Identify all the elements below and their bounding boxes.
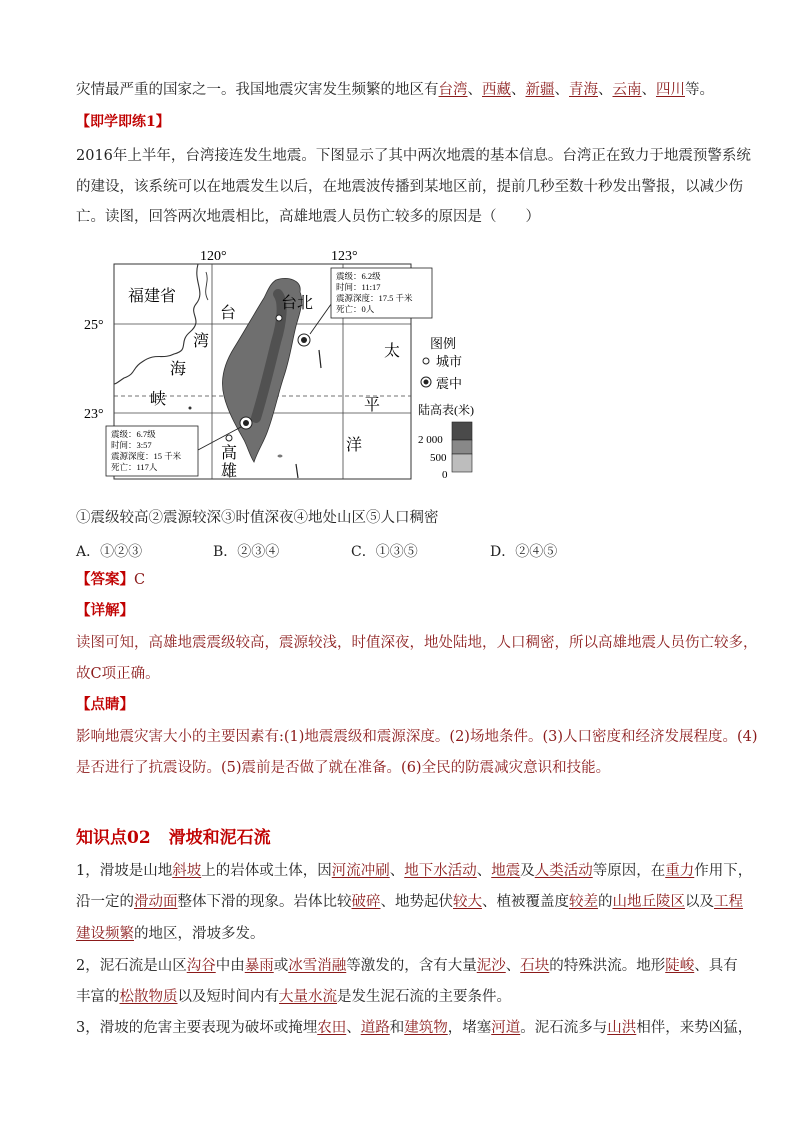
conditions-list: ①震级较高②震源较深③时值深夜④地处山区⑤人口稠密 bbox=[76, 510, 439, 526]
section-number: 知识点02 bbox=[76, 828, 151, 848]
keyword-term: 暴雨 bbox=[244, 958, 274, 974]
keyword-term: 农田 bbox=[317, 1020, 347, 1036]
lon-label-123: 123° bbox=[331, 249, 358, 264]
text-segment: 、 bbox=[476, 863, 492, 879]
keyword-term: 工程 bbox=[714, 894, 743, 910]
text-segment: 及 bbox=[520, 863, 535, 879]
keyword-term: 人类活动 bbox=[534, 863, 593, 879]
keyword-term: 冰雪消融 bbox=[288, 958, 347, 974]
text-segment: 、 bbox=[389, 863, 405, 879]
quake-south-magnitude: 震级：6.7级 bbox=[111, 429, 156, 439]
tip-line-1: 影响地震灾害大小的主要因素有:(1)地震震级和震源深度。(2)场地条件。(3)人口密度和经济发展程度。(4) bbox=[76, 729, 758, 745]
text-segment: ，堵塞 bbox=[447, 1020, 492, 1036]
question-line-1: 2016年上半年，台湾接连发生地震。下图显示了其中两次地震的基本信息。台湾正在致力于地震预警系统 bbox=[76, 148, 751, 164]
elev-value-500: 500 bbox=[430, 452, 447, 464]
quake-south-time: 时间：3:57 bbox=[111, 440, 152, 450]
tip-line-2: 是否进行了抗震设防。(5)震前是否做了就在准备。(6)全民的防震减灾意识和技能。 bbox=[76, 760, 611, 776]
quake-north-time: 时间：11:17 bbox=[336, 282, 381, 292]
elev-value-0: 0 bbox=[442, 469, 448, 481]
label-fujian: 福建省 bbox=[128, 288, 177, 305]
region-sichuan: 四川 bbox=[656, 82, 685, 98]
question-line-2: 的建设，该系统可以在地震发生以后，在地震波传播到某地区前，提前几秒至数十秒发出警报，以减少伤 bbox=[76, 179, 743, 195]
text-segment: 上的岩体或土体，因 bbox=[201, 863, 332, 879]
intro-line: 灾情最严重的国家之一。我国地震灾害发生频繁的地区有台湾、西藏、新疆、青海、云南、四川等。 bbox=[76, 82, 714, 98]
text-segment: 沿一定的 bbox=[76, 894, 134, 910]
keyword-term: 地下水活动 bbox=[404, 863, 477, 879]
text-segment: 作用下， bbox=[694, 863, 753, 879]
text-segment: 、植被覆盖度 bbox=[482, 894, 569, 910]
keyword-term: 斜坡 bbox=[172, 863, 202, 879]
region-yunnan: 云南 bbox=[612, 82, 642, 98]
keyword-term: 大量水流 bbox=[279, 989, 337, 1005]
section-heading bbox=[76, 823, 289, 848]
quake-south-depth: 震源深度：15 千米 bbox=[111, 451, 182, 461]
section-title: 滑坡和泥石流 bbox=[168, 828, 271, 848]
keyword-term: 重力 bbox=[665, 863, 695, 879]
lon-label-120: 120° bbox=[200, 249, 227, 264]
quake-south-deaths: 死亡：117人 bbox=[111, 462, 158, 472]
label-kaohsiung-2: 雄 bbox=[221, 463, 238, 480]
text-segment: 等激发的，含有大量 bbox=[346, 958, 477, 974]
keyword-term: 松散物质 bbox=[119, 989, 178, 1005]
legend-city: 城市 bbox=[436, 354, 463, 369]
keyword-term: 建筑物 bbox=[404, 1020, 448, 1036]
answer-value: C bbox=[134, 572, 146, 588]
detail-label: 【详解】 bbox=[76, 602, 134, 619]
option-d[interactable]: D．②④⑤ bbox=[490, 544, 558, 560]
keyword-term: 滑动面 bbox=[134, 894, 178, 910]
keyword-term: 山洪 bbox=[607, 1020, 637, 1036]
text-segment: 和 bbox=[389, 1020, 405, 1036]
text-segment: 是发生泥石流的主要条件。 bbox=[337, 989, 511, 1005]
text-segment: 中由 bbox=[215, 958, 245, 974]
text-segment: 、具有 bbox=[694, 958, 738, 974]
text-segment: 的地区，滑坡多发。 bbox=[134, 926, 265, 942]
legend-epicenter: 震中 bbox=[436, 376, 463, 391]
keyword-term: 破碎 bbox=[351, 894, 381, 910]
label-strait-4: 峡 bbox=[150, 391, 167, 408]
city-kaohsiung-marker bbox=[226, 435, 232, 441]
para-3-line-1 bbox=[76, 1017, 752, 1039]
label-ocean-2: 平 bbox=[364, 397, 381, 414]
elev-swatch-high bbox=[452, 422, 472, 440]
intro-text: 灾情最严重的国家之一。我国地震灾害发生频繁的地区有 bbox=[76, 82, 439, 98]
text-segment: 、 bbox=[505, 958, 521, 974]
label-ocean-3: 洋 bbox=[346, 437, 363, 454]
text-segment: 或 bbox=[273, 958, 289, 974]
text-segment: 的 bbox=[598, 894, 613, 910]
epicenter-north bbox=[298, 334, 310, 346]
keyword-term: 泥沙 bbox=[476, 958, 506, 974]
detail-line-1: 读图可知，高雄地震震级较高，震源较浅，时值深夜，地处陆地，人口稠密，所以高雄地震人员伤亡较多， bbox=[76, 635, 758, 651]
quake-north-depth: 震源深度：17.5 千米 bbox=[336, 293, 413, 303]
label-kaohsiung-1: 高 bbox=[221, 445, 238, 462]
keyword-term: 沟谷 bbox=[186, 958, 216, 974]
text-segment: 、地势起伏 bbox=[380, 894, 453, 910]
text-segment: 。泥石流多与 bbox=[520, 1020, 608, 1036]
option-c[interactable]: C．①③⑤ bbox=[351, 544, 418, 560]
elev-swatch-low bbox=[452, 454, 472, 472]
text-segment: 整体下滑的现象。岩体比较 bbox=[177, 894, 352, 910]
keyword-term: 较大 bbox=[453, 894, 482, 910]
text-segment: 2，泥石流是山区 bbox=[76, 958, 187, 974]
elev-swatch-mid bbox=[452, 440, 472, 454]
quake-north-magnitude: 震级：6.2级 bbox=[336, 271, 381, 281]
practice-label: 【即学即练1】 bbox=[76, 114, 170, 130]
keyword-term: 地震 bbox=[491, 863, 521, 879]
region-taiwan: 台湾 bbox=[438, 82, 468, 98]
text-segment: 的特殊洪流。地形 bbox=[549, 958, 666, 974]
question-line-3: 亡。读图，回答两次地震相比，高雄地震人员伤亡较多的原因是（ ） bbox=[76, 209, 540, 225]
para-1-line-2 bbox=[76, 891, 743, 913]
legend-title: 图例 bbox=[430, 336, 457, 351]
para-1-line-1 bbox=[76, 860, 752, 882]
penghu-island bbox=[189, 407, 192, 410]
text-segment: 3，滑坡的危害主要表现为破坏或掩埋 bbox=[76, 1020, 318, 1036]
keyword-term: 河流冲刷 bbox=[331, 863, 390, 879]
para-1-line-3 bbox=[76, 923, 265, 945]
region-xinjiang: 新疆 bbox=[525, 82, 555, 98]
label-strait-2: 湾 bbox=[193, 333, 210, 350]
keyword-term: 河道 bbox=[491, 1020, 521, 1036]
keyword-term: 较差 bbox=[569, 894, 598, 910]
keyword-term: 建设频繁 bbox=[76, 926, 134, 942]
region-qinghai: 青海 bbox=[569, 82, 598, 98]
lat-label-23: 23° bbox=[84, 407, 104, 422]
detail-line-2: 故C项正确。 bbox=[76, 666, 160, 682]
keyword-term: 石块 bbox=[520, 958, 550, 974]
para-2-line-2 bbox=[76, 986, 511, 1008]
text-segment: 以及 bbox=[685, 894, 714, 910]
text-segment: 以及短时间内有 bbox=[177, 989, 279, 1005]
text-segment: 1，滑坡是山地 bbox=[76, 863, 173, 879]
epicenter-south bbox=[240, 417, 252, 429]
tip-label: 【点睛】 bbox=[76, 696, 134, 713]
text-segment: 等原因，在 bbox=[592, 863, 666, 879]
text-segment: 相伴，来势凶猛， bbox=[636, 1020, 753, 1036]
quake-north-deaths: 死亡：0人 bbox=[336, 304, 375, 314]
elev-value-2000: 2 000 bbox=[418, 434, 443, 446]
keyword-term: 陡峻 bbox=[665, 958, 695, 974]
earthquake-map bbox=[78, 242, 498, 482]
text-segment: 、 bbox=[346, 1020, 361, 1036]
city-taipei-marker bbox=[276, 315, 282, 321]
legend-elevation-title: 陆高表(米) bbox=[418, 403, 474, 417]
keyword-term: 道路 bbox=[360, 1020, 390, 1036]
text-segment: 丰富的 bbox=[76, 989, 120, 1005]
label-strait-1: 台 bbox=[220, 305, 237, 322]
label-ocean-1: 太 bbox=[384, 343, 401, 360]
para-2-line-1 bbox=[76, 955, 738, 977]
region-tibet: 西藏 bbox=[482, 82, 511, 98]
answer-label: 【答案】 bbox=[76, 571, 134, 588]
answer-line bbox=[76, 569, 145, 591]
legend-city-symbol bbox=[423, 358, 429, 364]
label-taipei: 台北 bbox=[281, 295, 314, 312]
option-b[interactable]: B．②③④ bbox=[213, 544, 280, 560]
keyword-term: 山地丘陵区 bbox=[612, 894, 685, 910]
label-strait-3: 海 bbox=[170, 361, 187, 378]
option-a[interactable]: A．①②③ bbox=[76, 544, 143, 560]
lat-label-25: 25° bbox=[84, 318, 104, 333]
